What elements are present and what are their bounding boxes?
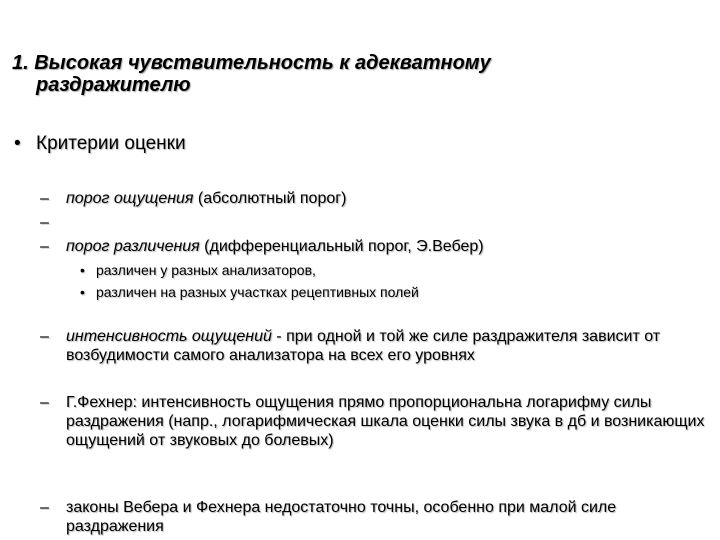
bullet-icon: • <box>80 284 85 300</box>
sub-item-text: различен на разных участках рецептивных полей <box>96 284 419 300</box>
bullet-icon: • <box>80 262 85 278</box>
list-item-fechner <box>40 393 710 450</box>
dash-icon: – <box>40 499 49 516</box>
list-item-threshold-difference <box>40 237 710 256</box>
criteria-label: Критерии оценки <box>36 133 186 154</box>
term-description: законы Вебера и Фехнера недостаточно точны, особенно при малой силе раздражения <box>66 499 617 535</box>
dash-icon: – <box>40 214 49 231</box>
list-item-weber-fechner-laws <box>40 498 710 536</box>
bullet-icon: • <box>14 133 21 154</box>
term-description: Г.Фехнер: интенсивность ощущения прямо пропорциональна логарифму силы раздражения (напр., логарифмическая шкала оценки силы звука в дб и возникающих ощущений от звуковых до болевых) <box>66 394 705 449</box>
sub-item-receptive-fields <box>80 284 419 301</box>
term-description: - при одной и той же силе раздражителя зависит от возбудимости самого анализатора на всех его уровнях <box>66 328 661 364</box>
term-description: (абсолютный порог) <box>193 190 347 207</box>
title-line-1: 1. Высокая чувствительность к адекватному <box>12 52 491 74</box>
sub-item-analyzers <box>80 262 316 279</box>
dash-icon: – <box>40 394 49 411</box>
term-description: (дифференциальный порог, Э.Вебер) <box>199 238 484 255</box>
term: порог ощущения <box>66 190 194 207</box>
term: интенсивность ощущений <box>66 328 272 345</box>
list-item-threshold-sensation <box>40 189 710 208</box>
slide-title <box>12 52 702 96</box>
title-line-2: раздражителю <box>36 74 191 96</box>
dash-icon: – <box>40 190 49 207</box>
dash-icon: – <box>40 238 49 255</box>
criteria-heading <box>14 132 186 156</box>
sub-item-text: различен у разных анализаторов, <box>96 262 316 278</box>
list-item-intensity <box>40 327 710 365</box>
dash-icon: – <box>40 328 49 345</box>
term: порог различения <box>66 238 200 255</box>
